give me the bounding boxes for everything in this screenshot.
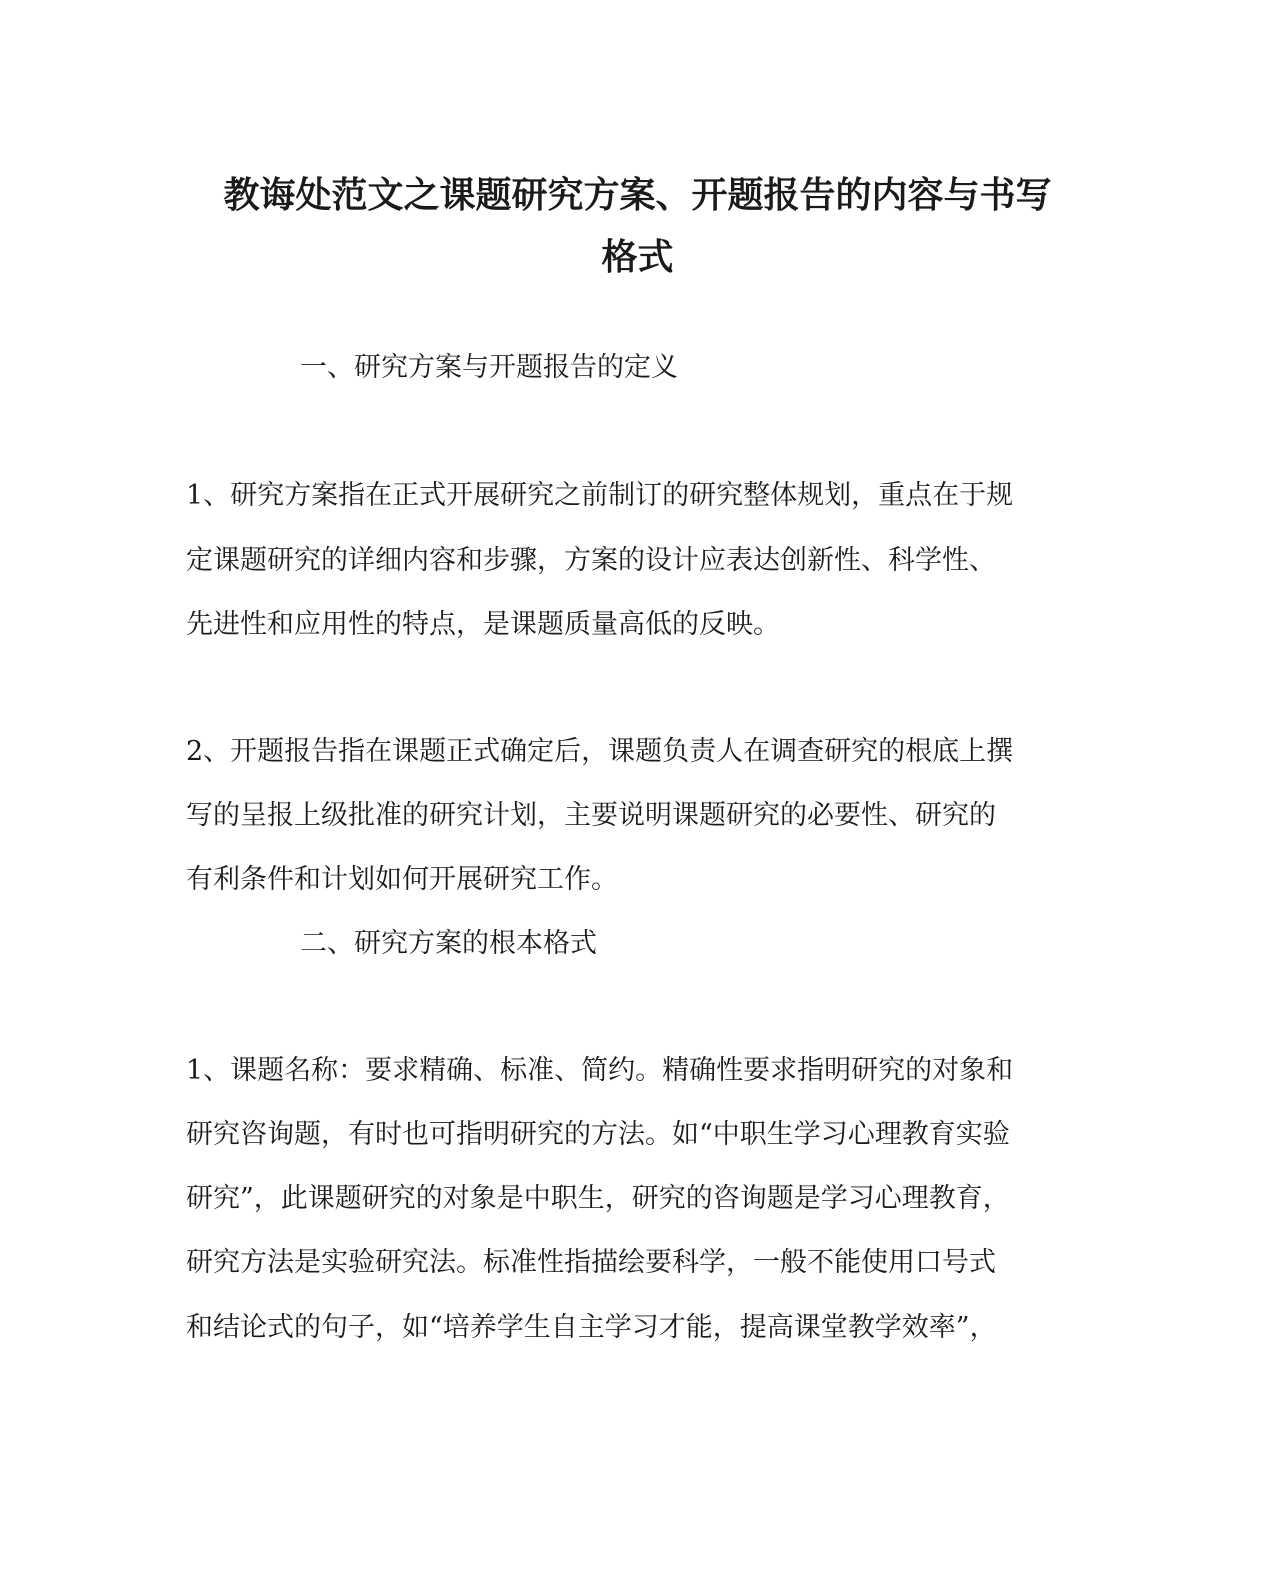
paragraph-line: 研究咨询题，有时也可指明研究的方法。如“中职生学习心理教育实验: [186, 1119, 1010, 1150]
document-title: [160, 164, 1115, 288]
paragraph-line: 写的呈报上级批准的研究计划，主要说明课题研究的必要性、研究的: [186, 800, 996, 831]
section-heading-2: 二、研究方案的根本格式: [300, 928, 597, 959]
paragraph-line: 和结论式的句子，如“培养学生自主学习才能，提高课堂教学效率”，: [186, 1312, 997, 1343]
section-heading-1: 一、研究方案与开题报告的定义: [300, 352, 678, 383]
paragraph-line: 定课题研究的详细内容和步骤，方案的设计应表达创新性、科学性、: [186, 545, 996, 576]
paragraph-line: 1、研究方案指在正式开展研究之前制订的研究整体规划，重点在于规: [186, 480, 1014, 511]
paragraph-line: 研究方法是实验研究法。标准性指描绘要科学，一般不能使用口号式: [186, 1247, 996, 1278]
title-line-1: 教诲处范文之课题研究方案、开题报告的内容与书写: [223, 174, 1052, 216]
paragraph-line: 2、开题报告指在课题正式确定后，课题负责人在调查研究的根底上撰: [186, 736, 1014, 767]
paragraph-line: 先进性和应用性的特点，是课题质量高低的反映。: [186, 609, 780, 640]
paragraph-line: 有利条件和计划如何开展研究工作。: [186, 864, 618, 895]
paragraph-line: 1、课题名称：要求精确、标准、简约。精确性要求指明研究的对象和: [186, 1055, 1014, 1086]
paragraph-line: 研究”，此课题研究的对象是中职生，研究的咨询题是学习心理教育，: [186, 1183, 1010, 1214]
title-line-2: 格式: [601, 236, 674, 278]
